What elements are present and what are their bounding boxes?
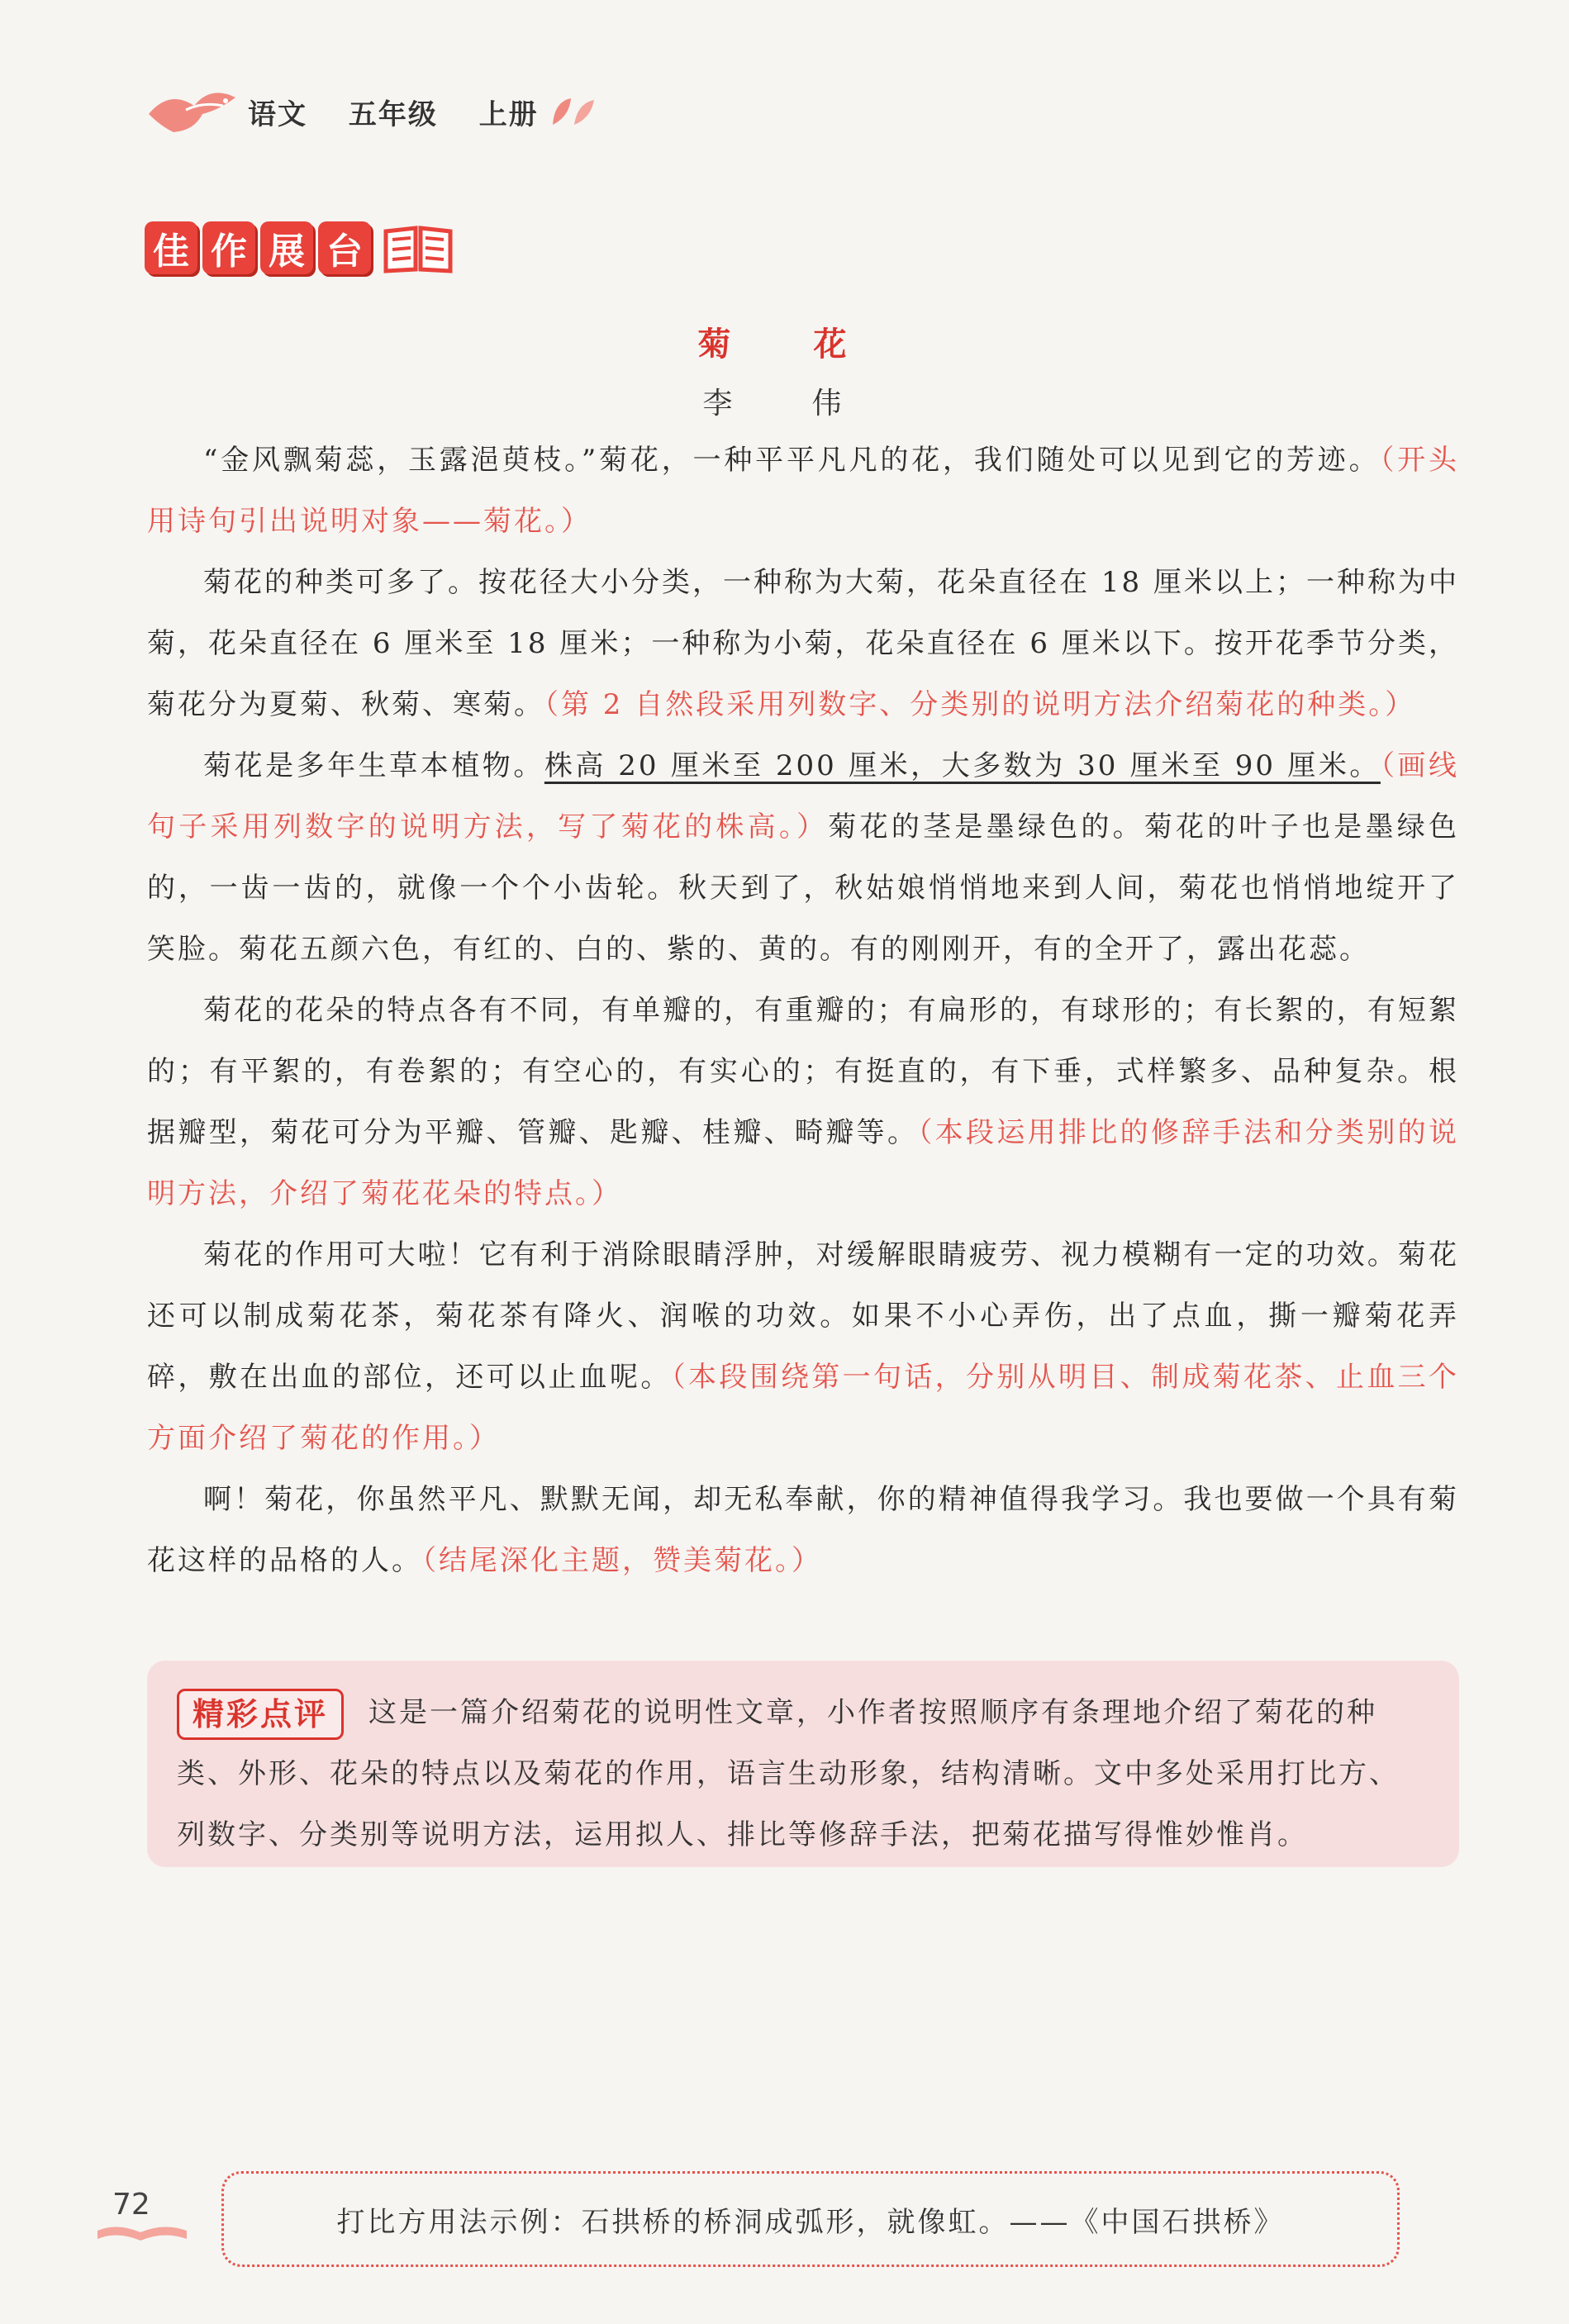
underlined-sentence: 株高 20 厘米至 200 厘米，大多数为 30 厘米至 90 厘米。 — [544, 749, 1381, 782]
paragraph: “金风飘菊蕊，玉露浥萸枝。”菊花，一种平平凡凡的花，我们随处可以见到它的芳迹。（开头用诗句引出说明对象——菊花。） — [147, 444, 1459, 538]
leaf-icon — [549, 95, 597, 128]
footer-tip: 打比方用法示例：石拱桥的桥洞成弧形，就像虹。——《中国石拱桥》 — [336, 2205, 1285, 2239]
annotation: （开头用诗句引出说明对象——菊花。） — [147, 444, 1459, 538]
header-volume: 上册 — [478, 97, 539, 131]
review-text: 这是一篇介绍菊花的说明性文章，小作者按照顺序有条理地介绍了菊花的种类、外形、花朵的特点以及菊花的作用，语言生动形象，结构清晰。文中多处采用打比方、列数字、分类别等说明方法，运用拟人、排比等修辞手法，把菊花描写得惟妙惟肖。 — [177, 1696, 1400, 1851]
footer-tip-box — [221, 2171, 1400, 2267]
paragraph: 菊花是多年生草本植物。株高 20 厘米至 200 厘米，大多数为 30 厘米至 90 厘米。（画线句子采用列数字的说明方法，写了菊花的株高。）菊花的茎是墨绿色的。菊花的叶子也是墨绿色的，一齿一齿的，就像一个个小齿轮。秋天到了，秋姑娘悄悄地来到人间，菊花也悄悄地绽开了笑脸。菊花五颜六色，有红的、白的、紫的、黄的。有的刚刚开，有的全开了，露出花蕊。 — [147, 749, 1460, 966]
paragraph: 菊花的花朵的特点各有不同，有单瓣的，有重瓣的；有扁形的，有球形的；有长絮的，有短絮的；有平絮的，有卷絮的；有空心的，有实心的；有挺直的，有下垂，式样繁多、品种复杂。根据瓣型，菊花可分为平瓣、管瓣、匙瓣、桂瓣、畸瓣等。（本段运用排比的修辞手法和分类别的说明方法，介绍了菊花花朵的特点。） — [147, 994, 1460, 1210]
banner-char: 展 — [260, 221, 313, 274]
annotation: （本段围绕第一句话，分别从明目、制成菊花茶、止血三个方面介绍了菊花的作用。） — [147, 1361, 1460, 1455]
paragraph: 菊花的作用可大啦！它有利于消除眼睛浮肿，对缓解眼睛疲劳、视力模糊有一定的功效。菊花还可以制成菊花茶，菊花茶有降火、润喉的功效。如果不小心弄伤，出了点血，撕一瓣菊花弄碎，敷在出血的部位，还可以止血呢。（本段围绕第一句话，分别从明目、制成菊花茶、止血三个方面介绍了菊花的作用。） — [147, 1238, 1460, 1455]
article-body — [147, 430, 1459, 1591]
page-header — [140, 83, 568, 140]
article-title: 菊 花 — [697, 325, 872, 364]
open-book-icon — [381, 221, 455, 274]
paragraph: 啊！菊花，你虽然平凡、默默无闻，却无私奉献，你的精神值得我学习。我也要做一个具有菊花这样的品格的人。（结尾深化主题，赞美菊花。） — [147, 1483, 1459, 1577]
annotation: （结尾深化主题，赞美菊花。） — [422, 1544, 822, 1577]
section-banner — [145, 221, 455, 274]
article-author: 李 伟 — [702, 387, 867, 421]
review-badge: 精彩点评 — [177, 1689, 344, 1740]
annotation: （画线句子采用列数字的说明方法，写了菊花的株高。） — [147, 749, 1460, 844]
banner-char: 佳 — [145, 221, 197, 274]
paragraph: 菊花的种类可多了。按花径大小分类，一种称为大菊，花朵直径在 18 厘米以上；一种称为中菊，花朵直径在 6 厘米至 18 厘米；一种称为小菊，花朵直径在 6 厘米以下。按开花季节分类，菊花分为夏菊、秋菊、寒菊。（第 2 自然段采用列数字、分类别的说明方法介绍菊花的种类。） — [147, 566, 1459, 721]
page-number-badge — [93, 2181, 192, 2247]
banner-char: 作 — [202, 221, 255, 274]
annotation: （本段运用排比的修辞手法和分类别的说明方法，介绍了菊花花朵的特点。） — [147, 1116, 1460, 1210]
annotation: （第 2 自然段采用列数字、分类别的说明方法介绍菊花的种类。） — [544, 688, 1416, 721]
review-box — [147, 1661, 1459, 1867]
header-grade: 五年级 — [348, 97, 438, 131]
banner-char: 台 — [318, 221, 371, 274]
header-subject: 语文 — [248, 97, 307, 131]
page-number: 72 — [112, 2188, 150, 2222]
